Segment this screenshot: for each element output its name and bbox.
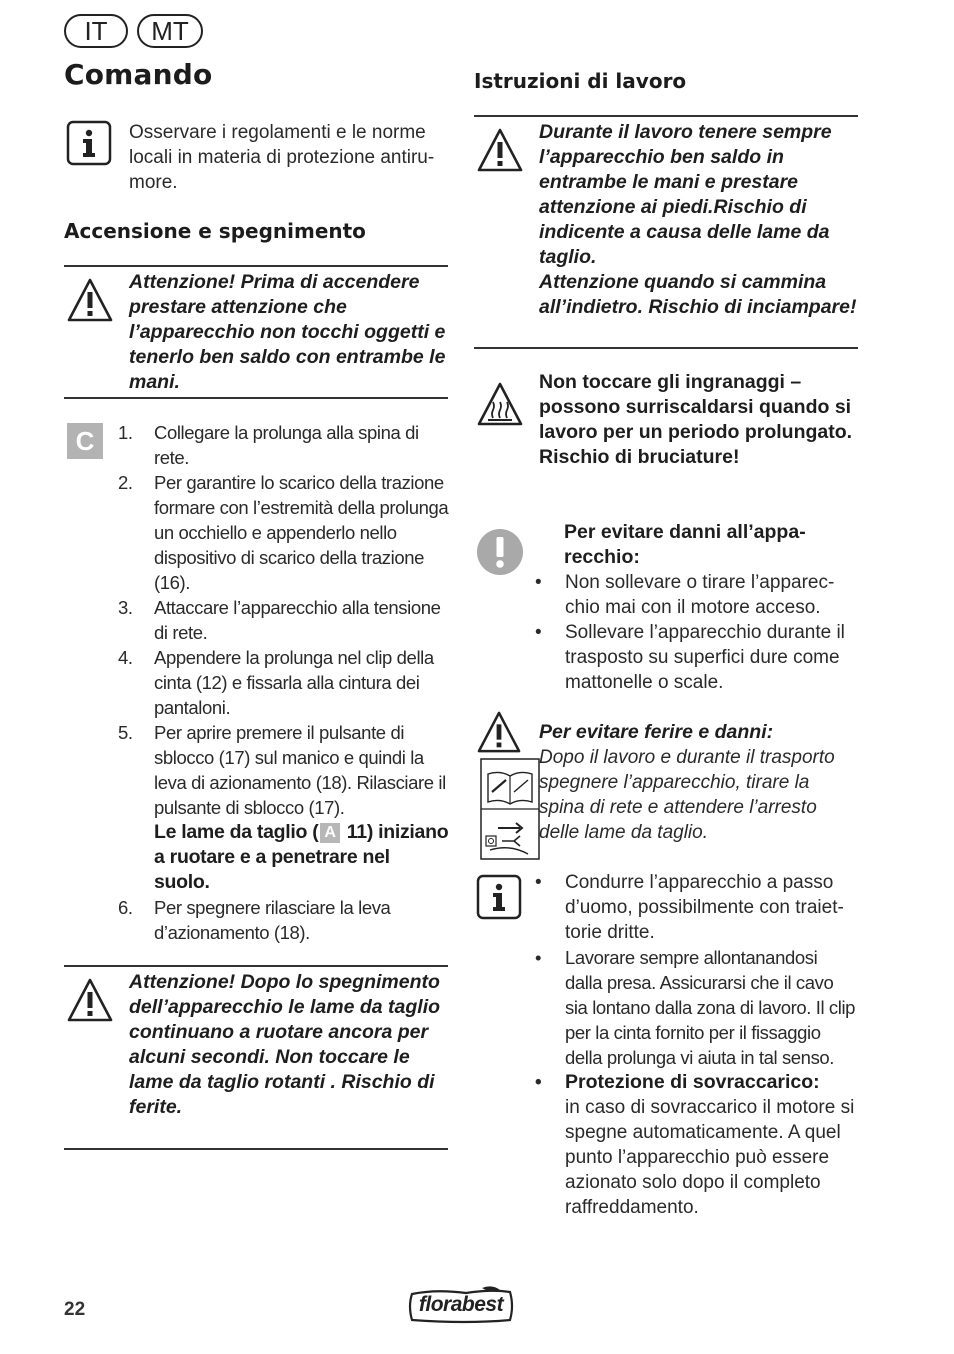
warning-triangle-icon <box>476 710 522 754</box>
warning-text-part: Durante il lavoro tenere sempre l’apparecchio ben saldo in entrambe le mani e prestare attenzione ai piedi.Rischio di indicente a causa delle lame da taglio. <box>539 121 832 268</box>
warning-triangle-icon <box>66 276 114 324</box>
damage-block <box>533 520 859 695</box>
brand-name: florabest <box>418 1293 504 1316</box>
warning-triangle-icon <box>476 126 524 174</box>
bullet-text: Condurre l’apparecchio a passo d’uomo, possibilmente con traiettorie dritte. <box>565 872 844 943</box>
bullet-text: Non sollevare o tirare l’apparecchio mai con il motore acceso. <box>565 572 835 618</box>
step-text: Appendere la prolunga nel clip della cinta (12) e fissarla alla cintura dei pantaloni. <box>154 647 434 718</box>
brand-logo <box>406 1286 516 1326</box>
info-icon <box>66 120 112 166</box>
list-item: • Sollevare l’apparecchio durante il trasposto su superfici dure come mattonelle o scale. <box>535 622 845 693</box>
exclamation-circle-icon <box>476 528 524 576</box>
overload-label: Protezione di sovraccarico: <box>565 1071 820 1093</box>
language-badge-it: IT <box>64 14 128 48</box>
warning-text-part: Attenzione quando si cammina all’indietro. Rischio di inciampare! <box>539 271 857 318</box>
info-icon <box>476 874 522 920</box>
list-item <box>64 645 450 720</box>
warning-triangle-icon <box>66 976 114 1024</box>
divider <box>474 347 858 349</box>
injury-block <box>539 720 859 845</box>
bullet-text: Lavorare sempre allontanandosi dalla presa. Assicurarsi che il cavo sia lontano dalla zona di lavoro. Il clip per la cinta fornito per il fissaggio della prolunga vi aiuta in tal senso. <box>565 947 856 1068</box>
step-number: 3. <box>118 597 133 618</box>
divider <box>474 115 858 117</box>
list-item: • Non sollevare o tirare l’apparecchio mai con il motore acceso. <box>535 572 835 618</box>
warning-text: Attenzione! Prima di accendere prestare attenzione che l’apparecchio non tocchi oggetti e tenerlo ben saldo con entrambe le mani. <box>129 271 446 393</box>
list-item: • Condurre l’apparecchio a passo d’uomo, possibilmente con traiettorie dritte. <box>535 872 844 943</box>
divider <box>64 965 448 967</box>
list-item <box>64 470 450 595</box>
list-item <box>64 720 450 895</box>
bullet-text: Sollevare l’apparecchio durante il trasposto su superfici dure come mattonelle o scale. <box>565 622 845 693</box>
figure-reference-badge: A <box>320 823 339 843</box>
step-note-bold <box>154 820 450 895</box>
overload-text: in caso di sovraccarico il motore si spegne automaticamente. A quel punto l’apparecchio può essere azionato solo dopo il completo raffreddamento. <box>565 1097 855 1218</box>
step-number: 1. <box>118 422 133 443</box>
step-note-text: 11) iniziano a ruotare e a penetrare nel suolo. <box>154 821 449 893</box>
list-item <box>64 420 450 470</box>
list-item: • Lavorare sempre allontanandosi dalla presa. Assicurarsi che il cavo sia lontano dalla zona di lavoro. Il clip per la cinta fornito per il fissaggio della prolunga vi aiuta in tal senso. <box>535 947 856 1068</box>
list-item <box>64 895 450 945</box>
step-text: Per spegnere rilasciare la leva d’azionamento (18). <box>154 897 391 943</box>
list-item <box>64 595 450 645</box>
list-item: • Protezione di sovraccarico: in caso di sovraccarico il motore si spegne automaticamente. A quel punto l’apparecchio può essere azionato solo dopo il completo raffreddamento. <box>535 1071 855 1218</box>
step-number: 5. <box>118 722 133 743</box>
manual-wrench-icon <box>480 758 540 860</box>
step-number: 6. <box>118 897 133 918</box>
damage-heading: Per evitare danni all’apparecchio: <box>564 521 806 568</box>
injury-text: Dopo il lavoro e durante il trasporto spegnere l’apparecchio, tirare la spina di rete e attendere l’arresto delle lame da taglio. <box>539 747 835 843</box>
divider <box>64 1148 448 1150</box>
divider <box>64 397 448 399</box>
hot-surface-icon <box>476 380 524 428</box>
step-number: 4. <box>118 647 133 668</box>
step-note-text: Le lame da taglio ( <box>154 821 319 843</box>
step-number: 2. <box>118 472 133 493</box>
warning-text: Attenzione! Dopo lo spegnimento dell’apparecchio le lame da taglio continuano a ruotare ancora per alcuni secondi. Non toccare le lame da taglio rotanti . Rischio di ferite. <box>129 971 441 1118</box>
step-text: Attaccare l’apparecchio alla tensione di rete. <box>154 597 441 643</box>
language-badge-mt: MT <box>137 14 203 48</box>
section-heading-work: Istruzioni di lavoro <box>474 69 687 93</box>
warning-text <box>539 120 857 320</box>
injury-heading: Per evitare ferire e danni: <box>539 721 774 743</box>
page-title: Comando <box>64 58 213 91</box>
figure-reference-badge: C <box>67 423 103 459</box>
info-list <box>533 870 859 1220</box>
step-text: Collegare la prolunga alla spina di rete. <box>154 422 419 468</box>
info-note: Osservare i regolamenti e le norme locali in materia di protezione antirumore. <box>129 122 435 193</box>
divider <box>64 265 448 267</box>
page-number: 22 <box>64 1299 86 1320</box>
step-text: Per aprire premere il pulsante di sblocco (17) sul manico e quindi la leva di azionamento (18). Rilasciare il pulsante di sblocco (17). <box>154 722 446 818</box>
steps-list <box>64 420 450 945</box>
hot-surface-warning: Non toccare gli ingranaggi – possono surriscaldarsi quando si lavoro per un periodo prolungato. Rischio di bruciature! <box>539 371 853 468</box>
section-heading-switch: Accensione e spegnimento <box>64 219 366 243</box>
step-text: Per garantire lo scarico della trazione formare con l’estremità della prolunga un occhiello e appenderlo nello dispositivo di scarico della trazione (16). <box>154 472 449 593</box>
